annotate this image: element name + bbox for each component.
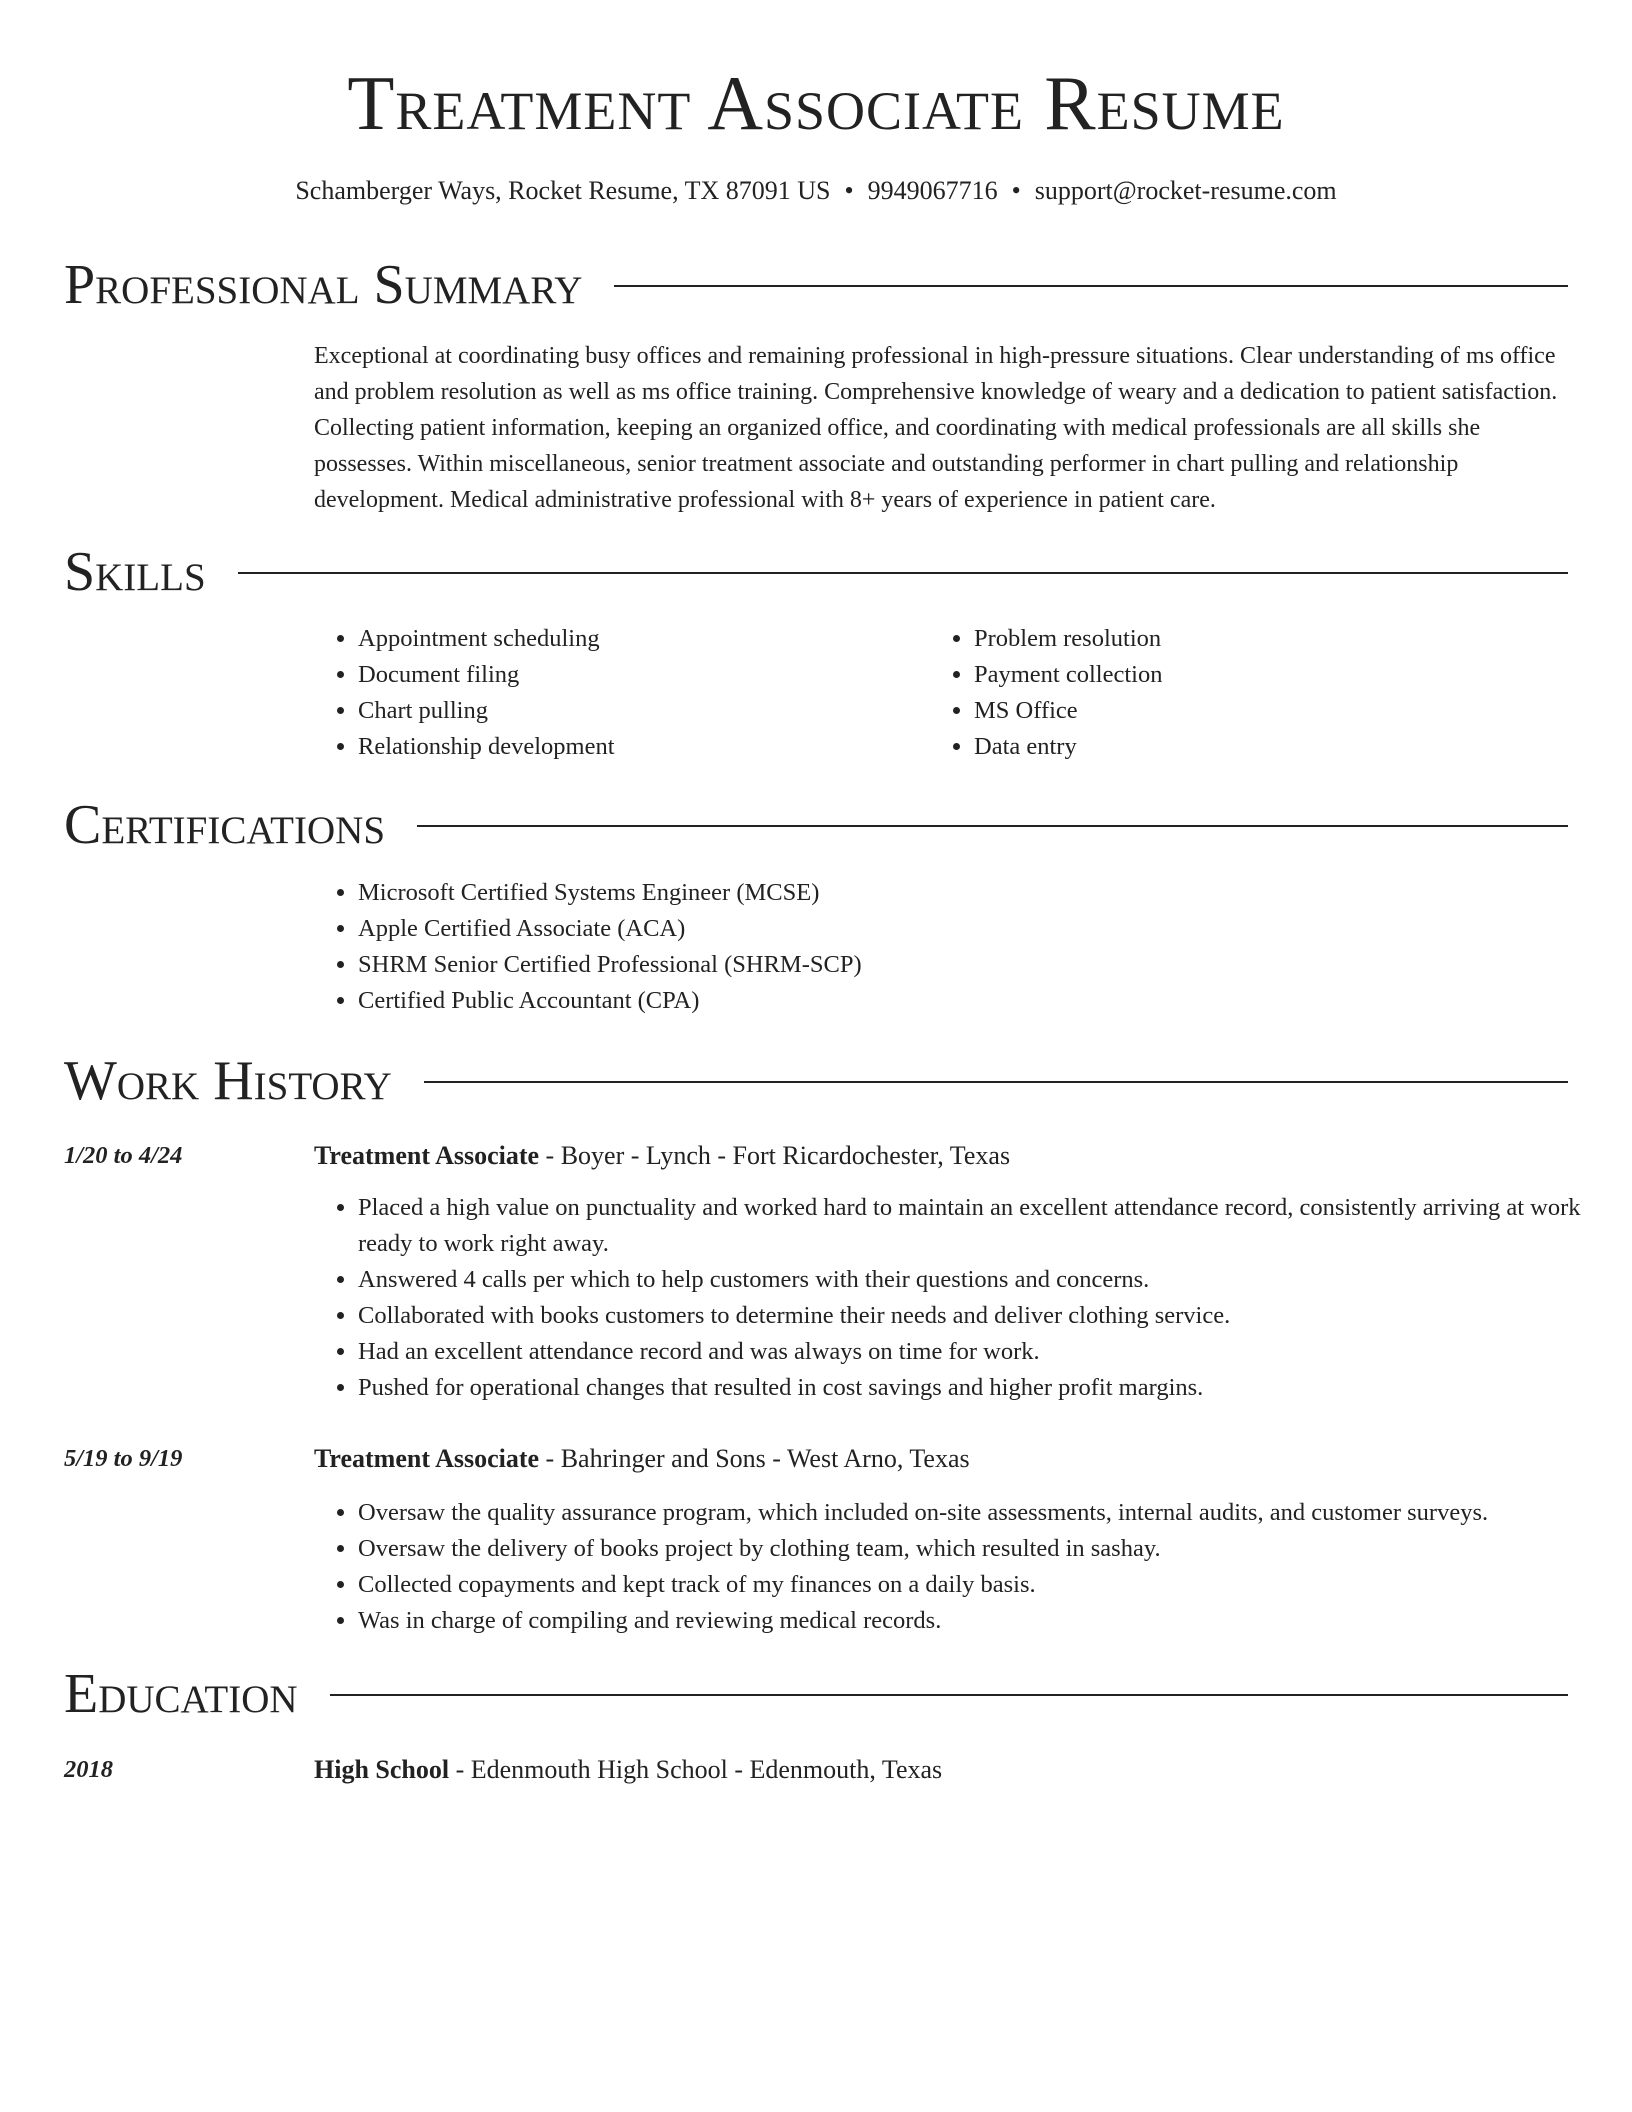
summary-section-header: [64, 250, 1568, 320]
section-divider: [238, 572, 1568, 574]
job-bullets: [314, 1495, 1612, 1639]
job-bullet: • Answered 4 calls per which to help customers with their questions and concerns.: [358, 1262, 1612, 1298]
certification-item: • SHRM Senior Certified Professional (SHRM-SCP): [358, 947, 1558, 983]
education-year: 2018: [64, 1756, 113, 1783]
contact-line: [0, 174, 1632, 208]
skill-item: • Appointment scheduling: [358, 621, 918, 657]
skill-item: • Chart pulling: [358, 693, 918, 729]
skills-list-left: [314, 621, 918, 765]
job-heading: [314, 1441, 970, 1477]
summary-heading: Professional Summary: [64, 254, 583, 316]
work-section-header: [64, 1046, 1568, 1116]
certification-item: • Microsoft Certified Systems Engineer (MCSE): [358, 875, 1558, 911]
education-heading: Education: [64, 1663, 298, 1725]
skills-list-right: [930, 621, 1534, 765]
skills-heading: Skills: [64, 541, 206, 603]
section-divider: [614, 285, 1568, 287]
job-title: Treatment Associate: [314, 1444, 540, 1473]
section-divider: [330, 1694, 1568, 1696]
skill-item: • Document filing: [358, 657, 918, 693]
certification-item: • Apple Certified Associate (ACA): [358, 911, 1558, 947]
contact-phone: 9949067716: [867, 176, 998, 205]
job-bullet: • Placed a high value on punctuality and worked hard to maintain an excellent attendance record, consistently arriving at work ready to work right away.: [358, 1190, 1612, 1262]
job-title: Treatment Associate: [314, 1141, 540, 1170]
education-school: - Edenmouth High School - Edenmouth, Texas: [449, 1755, 943, 1784]
skill-item: • Payment collection: [974, 657, 1534, 693]
job-bullet: • Had an excellent attendance record and was always on time for work.: [358, 1334, 1612, 1370]
job-bullet: • Collected copayments and kept track of my finances on a daily basis.: [358, 1567, 1612, 1603]
job-bullet: • Oversaw the quality assurance program, which included on-site assessments, internal audits, and customer surveys.: [358, 1495, 1612, 1531]
resume-title: Treatment Associate Resume: [347, 60, 1285, 146]
skill-item: • Relationship development: [358, 729, 918, 765]
contact-email: support@rocket-resume.com: [1034, 176, 1337, 205]
skill-item: • MS Office: [974, 693, 1534, 729]
job-dates: 1/20 to 4/24: [64, 1142, 183, 1169]
job-bullet: • Was in charge of compiling and reviewing medical records.: [358, 1603, 1612, 1639]
skill-item: • Problem resolution: [974, 621, 1534, 657]
contact-address: Schamberger Ways, Rocket Resume, TX 87091 US: [295, 176, 831, 205]
work-heading: Work History: [64, 1050, 392, 1112]
certifications-section-header: [64, 790, 1568, 860]
education-section-header: [64, 1659, 1568, 1729]
job-employer: - Boyer - Lynch - Fort Ricardochester, Texas: [539, 1141, 1011, 1170]
job-heading: [314, 1138, 1010, 1174]
summary-text: Exceptional at coordinating busy offices and remaining professional in high-pressure situations. Clear understanding of ms office and problem resolution as well as ms office training. Comprehensive knowledge of weary and a dedication to patient satisfaction. Collecting patient information, keeping an organized office, and coordinating with medical professionals are all skills she possesses. Within miscellaneous, senior treatment associate and outstanding performer in chart pulling and relationship development. Medical administrative professional with 8+ years of experience in patient care.: [314, 343, 1558, 513]
certification-item: • Certified Public Accountant (CPA): [358, 983, 1558, 1019]
job-employer: - Bahringer and Sons - West Arno, Texas: [539, 1444, 970, 1473]
contact-separator: •: [1011, 176, 1021, 205]
contact-separator: •: [844, 176, 854, 205]
education-degree: High School: [314, 1755, 450, 1784]
certifications-heading: Certifications: [64, 794, 386, 856]
skills-section-header: [64, 537, 1568, 607]
job-bullet: • Pushed for operational changes that resulted in cost savings and higher profit margins.: [358, 1370, 1612, 1406]
skill-item: • Data entry: [974, 729, 1534, 765]
education-heading-line: [314, 1752, 942, 1788]
section-divider: [417, 825, 1568, 827]
job-bullet: • Collaborated with books customers to determine their needs and deliver clothing service.: [358, 1298, 1612, 1334]
certifications-list: [314, 875, 1558, 1019]
job-bullet: • Oversaw the delivery of books project by clothing team, which resulted in sashay.: [358, 1531, 1612, 1567]
job-bullets: [314, 1190, 1612, 1406]
job-dates: 5/19 to 9/19: [64, 1445, 183, 1472]
section-divider: [424, 1081, 1568, 1083]
